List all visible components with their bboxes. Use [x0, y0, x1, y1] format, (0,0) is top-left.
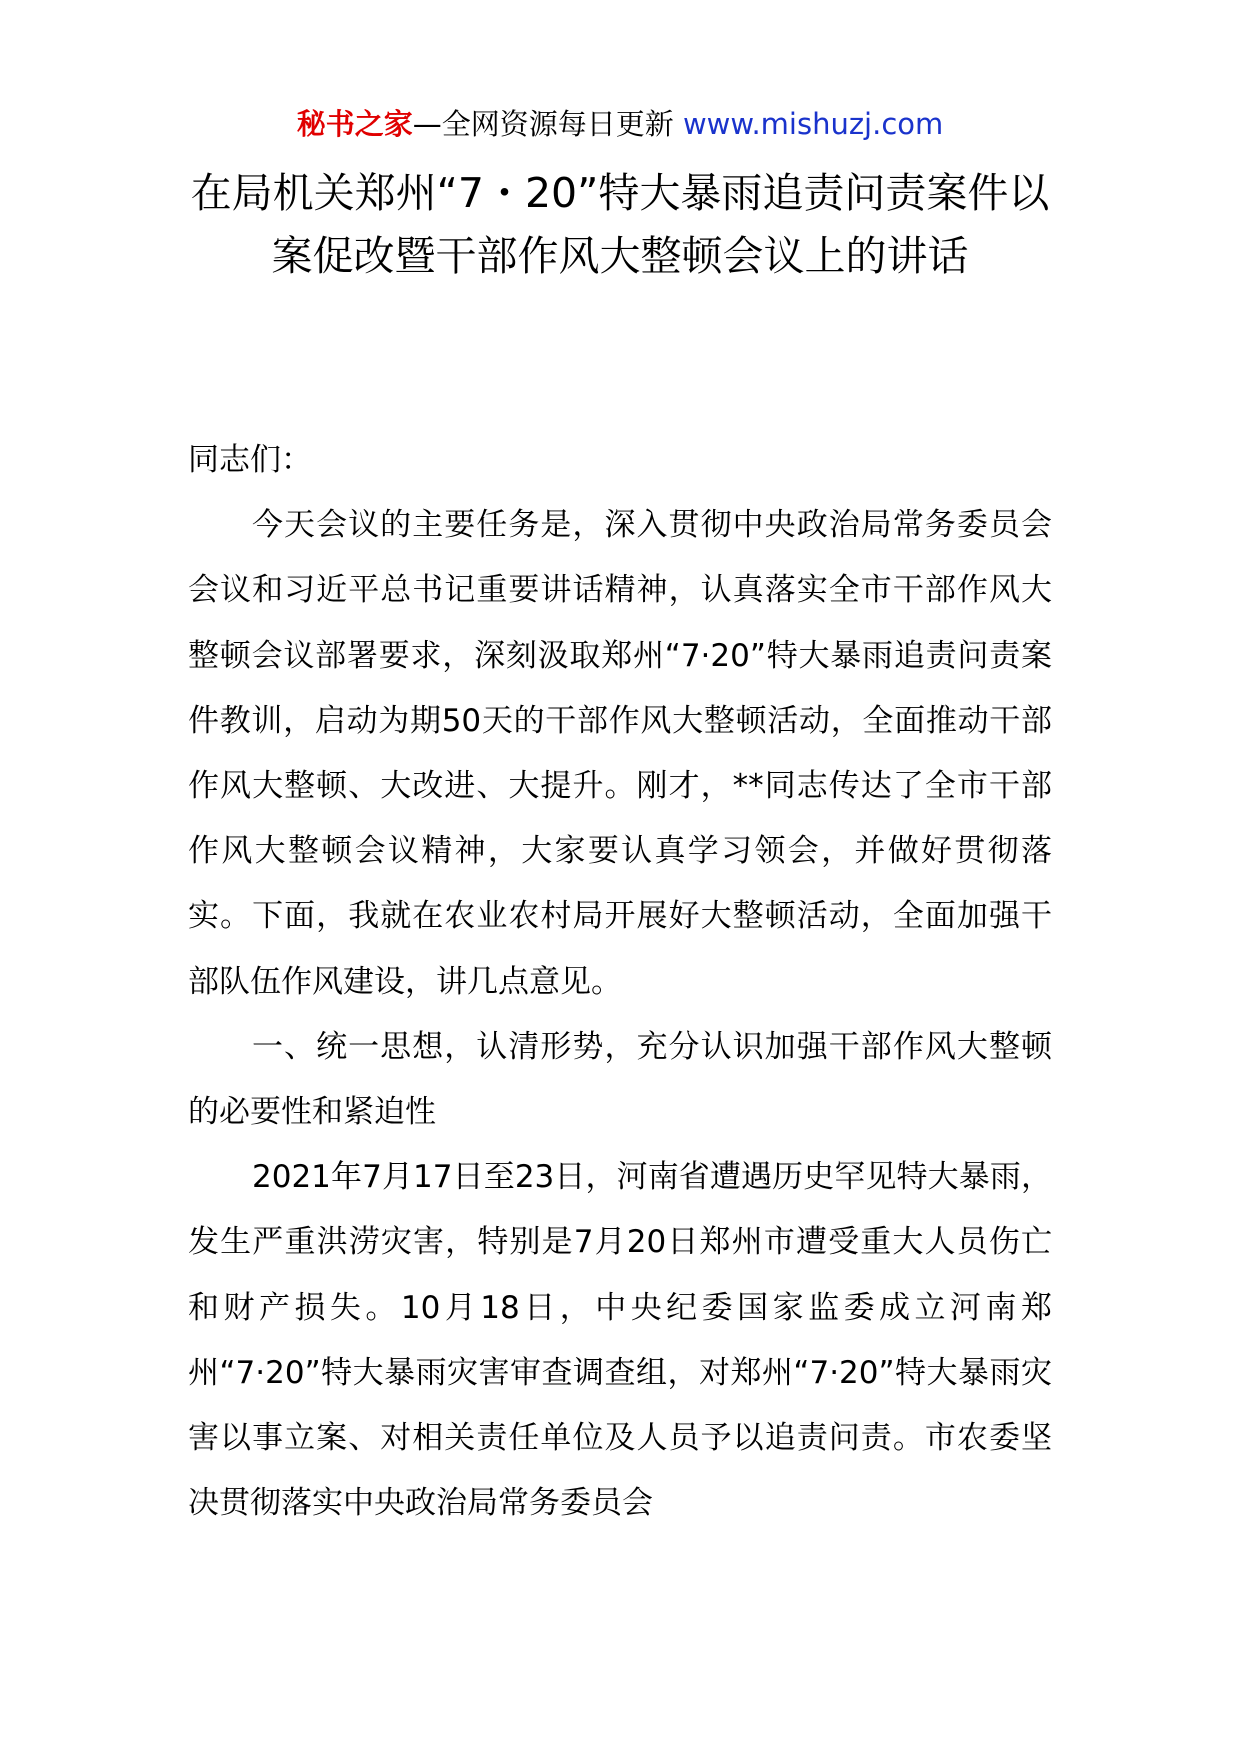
document-body	[188, 428, 1052, 1536]
section-heading-1: 一、统一思想，认清形势，充分认识加强干部作风大整顿的必要性和紧迫性	[188, 1028, 1052, 1131]
site-tagline: —全网资源每日更新	[412, 107, 683, 141]
site-watermark-header	[0, 104, 1240, 144]
salutation: 同志们：	[188, 442, 312, 478]
document-title: 在局机关郑州“7・20”特大暴雨追责问责案件以案促改暨干部作风大整顿会议上的讲话	[190, 169, 1050, 280]
paragraph-background: 2021年7月17日至23日，河南省遭遇历史罕见特大暴雨，发生严重洪涝灾害，特别是7月20日郑州市遭受重大人员伤亡和财产损失。10月18日，中央纪委国家监委成立河南郑州“7·20”特大暴雨灾害审查调查组，对郑州“7·20”特大暴雨灾害以事立案、对相关责任单位及人员予以追责问责。市农委坚决贯彻落实中央政治局常务委员会	[188, 1159, 1052, 1522]
site-brand: 秘书之家	[296, 107, 413, 141]
paragraph-intro: 今天会议的主要任务是，深入贯彻中央政治局常务委员会会议和习近平总书记重要讲话精神，认真落实全市干部作风大整顿会议部署要求，深刻汲取郑州“7·20”特大暴雨追责问责案件教训，启动为期50天的干部作风大整顿活动，全面推动干部作风大整顿、大改进、大提升。刚才，**同志传达了全市干部作风大整顿会议精神，大家要认真学习领会，并做好贯彻落实。下面，我就在农业农村局开展好大整顿活动，全面加强干部队伍作风建设，讲几点意见。	[188, 507, 1052, 1000]
site-url-link[interactable]: www.mishuzj.com	[682, 107, 944, 141]
